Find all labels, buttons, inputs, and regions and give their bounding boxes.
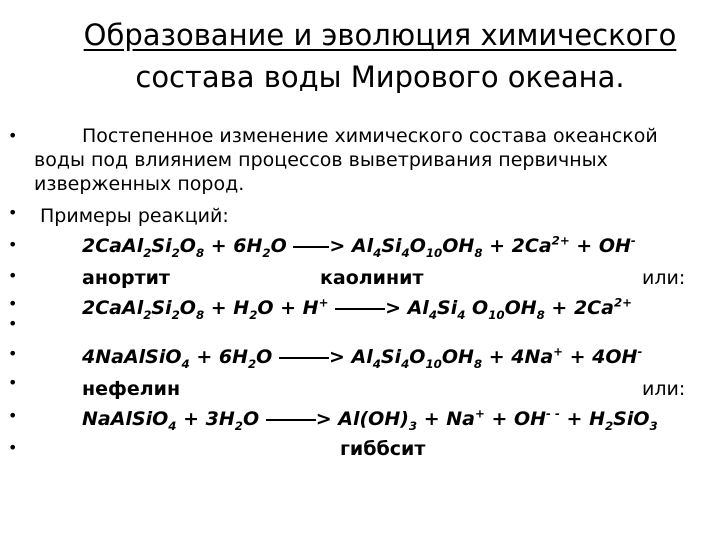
or-label-2: или: <box>642 378 686 400</box>
paragraph-line-3: изверженных пород. <box>34 173 245 195</box>
bullet: • <box>8 344 18 363</box>
examples-label: Примеры реакций: <box>40 205 229 227</box>
mineral-gibbsite: гиббсит <box>340 438 426 460</box>
reaction-1: $2CaAl_2Si_2O_8 + 6H_2O > Al_4Si_4O_{10}OH_8 + 2Ca^{2+} + OH^-$ <box>82 233 636 260</box>
bullet: • <box>8 294 18 313</box>
slide-title <box>40 14 720 98</box>
reaction-arrow-line <box>335 305 385 313</box>
bullet: • <box>8 373 18 392</box>
paragraph-line-2: воды под влиянием процессов выветривания первичных <box>34 149 608 171</box>
reaction-arrow-line <box>293 243 329 251</box>
mineral-kaolinite: каолинит <box>320 267 424 289</box>
bullet: • <box>8 314 18 333</box>
paragraph-line-1: Постепенное изменение химического состава океанской <box>82 125 658 147</box>
title-line-2: состава воды Мирового океана. <box>135 60 625 94</box>
bullet: • <box>8 126 18 145</box>
reaction-arrow-line <box>266 416 316 424</box>
reaction-2: $2CaAl_2Si_2O_8 + H_2O + H^+ > Al_4Si_4$ $O_{10}OH_8 + 2Ca^{2+}$ <box>82 295 632 322</box>
mineral-anorthite: анортит <box>82 267 170 289</box>
mineral-nepheline: нефелин <box>82 378 181 400</box>
bullet: • <box>8 235 18 254</box>
bullet: • <box>8 438 18 457</box>
reaction-arrow-line <box>279 354 329 362</box>
bullet: • <box>8 203 18 222</box>
reaction-4: NaAlSiO$_4$ + $3H_2O > Al(OH)_3 + Na^+ + OH^{- -} + H_2SiO_3$ <box>82 406 658 433</box>
or-label-1: или: <box>642 267 686 289</box>
bullet: • <box>8 266 18 285</box>
bullet: • <box>8 406 18 425</box>
title-line-1: Образование и эволюция химического <box>83 18 677 52</box>
reaction-3: 4NaAlSiO$_4$ + $6H_2O > Al_4Si_4O_{10}OH_8 + 4Na^+ + 4OH^-$ <box>82 344 643 371</box>
